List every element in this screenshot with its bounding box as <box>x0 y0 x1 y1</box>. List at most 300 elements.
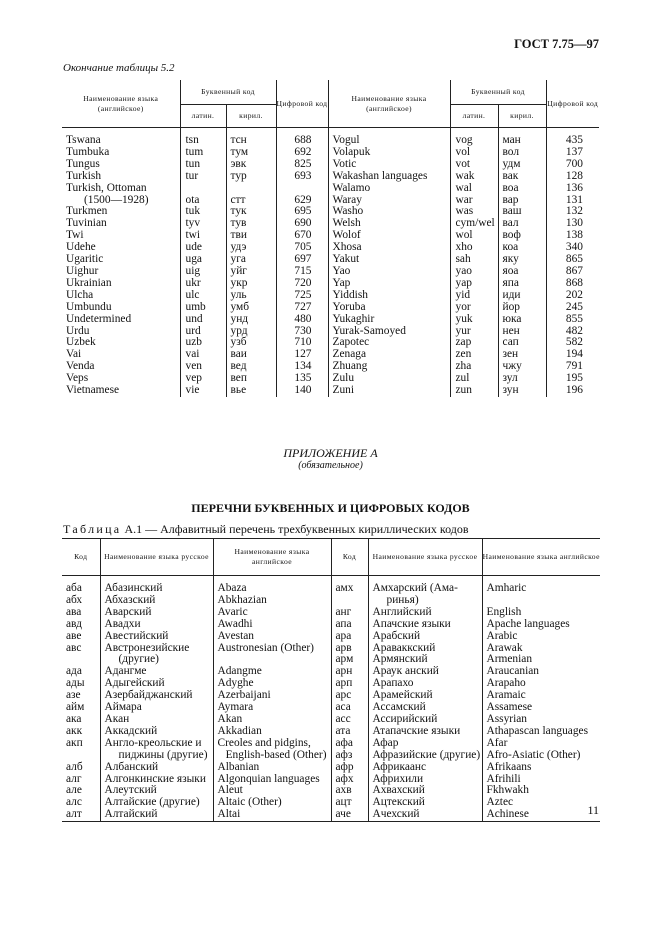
name-english: Armenian <box>482 654 600 666</box>
latin-code: umb <box>180 302 226 314</box>
name-english: Awadhi <box>213 619 331 631</box>
table-row <box>62 738 600 750</box>
latin-code: tuk <box>180 206 226 218</box>
cyrillic-code: укр <box>226 278 276 290</box>
language-name: Urdu <box>66 324 90 337</box>
language-name: Votic <box>328 159 450 171</box>
name-russian: Арамейский <box>368 690 482 702</box>
cyrillic-code: яоа <box>498 266 546 278</box>
code-cyrillic: ава <box>66 605 82 618</box>
latin-code: yid <box>450 290 498 302</box>
latin-code: ota <box>180 195 226 207</box>
latin-code: wal <box>450 183 498 195</box>
name-russian: Аймара <box>100 702 213 714</box>
name-english: Fkhwakh <box>482 785 600 797</box>
digital-code: 855 <box>546 314 599 326</box>
language-name: Wolof <box>328 230 450 242</box>
name-english: Araucanian <box>482 666 600 678</box>
name-russian: Аварский <box>100 607 213 619</box>
digital-code: 867 <box>546 266 599 278</box>
cyrillic-code: вар <box>498 195 546 207</box>
table-row <box>62 385 599 397</box>
latin-code: zen <box>450 349 498 361</box>
latin-code: twi <box>180 230 226 242</box>
name-russian: Английский <box>368 607 482 619</box>
code-cyrillic: апа <box>331 619 368 631</box>
cyrillic-code: умб <box>226 302 276 314</box>
code-cyrillic: ацт <box>331 797 368 809</box>
cyrillic-code: уль <box>226 290 276 302</box>
table-a1-caption-text: А.1 — Алфавитный перечень трехбуквенных кириллических кодов <box>124 522 469 536</box>
name-russian: Аккадский <box>100 726 213 738</box>
language-name: Zapotec <box>328 337 450 349</box>
code-cyrillic: алб <box>66 760 83 773</box>
code-cyrillic: алт <box>66 808 82 821</box>
name-russian: Адыгейский <box>100 678 213 690</box>
cyrillic-code: ваи <box>226 349 276 361</box>
name-russian: Ассирийский <box>368 714 482 726</box>
digital-code: 710 <box>276 337 328 349</box>
latin-code: vot <box>450 159 498 171</box>
digital-code: 865 <box>546 254 599 266</box>
header-digital-left: Цифровой код <box>276 80 328 128</box>
name-russian: Англо-креольские и <box>100 738 213 750</box>
latin-code: tyv <box>180 218 226 230</box>
name-russian: Армянский <box>368 654 482 666</box>
table-a1-caption <box>63 522 469 537</box>
language-name: Waray <box>328 195 450 207</box>
table-row <box>62 302 599 314</box>
appendix-title: ПРИЛОЖЕНИЕ А <box>283 446 378 460</box>
language-name: Uighur <box>66 264 99 277</box>
cyrillic-code: эвк <box>226 159 276 171</box>
cyrillic-code: зун <box>498 385 546 397</box>
digital-code: 136 <box>546 183 599 195</box>
code-cyrillic: арн <box>331 666 368 678</box>
name-russian: Албанский <box>100 762 213 774</box>
code-cyrillic: аса <box>331 702 368 714</box>
cyrillic-code: коа <box>498 242 546 254</box>
name-russian: Ачехский <box>368 809 482 821</box>
name-english: Avestan <box>213 631 331 643</box>
digital-code: 582 <box>546 337 599 349</box>
cyrillic-code: удм <box>498 159 546 171</box>
code-cyrillic: ака <box>66 712 82 725</box>
header-cyr-right: кирил. <box>498 105 546 128</box>
digital-code: 194 <box>546 349 599 361</box>
language-name: Tuvinian <box>66 217 107 230</box>
code-cyrillic: аба <box>66 582 82 594</box>
language-name: (1500—1928) <box>84 193 149 206</box>
code-cyrillic: ады <box>66 677 85 690</box>
cyrillic-code: сап <box>498 337 546 349</box>
name-english: Afrihili <box>482 774 600 786</box>
digital-code: 868 <box>546 278 599 290</box>
name-russian: Австронезийские <box>100 643 213 655</box>
name-english: Assamese <box>482 702 600 714</box>
header-latin-right: латин. <box>450 105 498 128</box>
latin-code: ulc <box>180 290 226 302</box>
latin-code: xho <box>450 242 498 254</box>
language-name: Vietnamese <box>66 384 120 397</box>
name-russian: Арабский <box>368 631 482 643</box>
header-letter-code-right: Буквенный код <box>450 80 546 105</box>
cyrillic-code: вед <box>226 361 276 373</box>
digital-code: 135 <box>276 373 328 385</box>
digital-code: 693 <box>276 171 328 183</box>
cyrillic-code: унд <box>226 314 276 326</box>
name-russian: Африкаанс <box>368 762 482 774</box>
name-english: Abaza <box>213 583 331 595</box>
language-name: Ugaritic <box>66 253 104 266</box>
cyrillic-code: зул <box>498 373 546 385</box>
code-cyrillic: афх <box>331 774 368 786</box>
language-name: Tungus <box>66 157 100 170</box>
code-cyrillic <box>62 750 100 762</box>
table-row <box>62 230 599 242</box>
latin-code: yuk <box>450 314 498 326</box>
name-english: Avaric <box>213 607 331 619</box>
name-english: Arabic <box>482 631 600 643</box>
language-name: Walamo <box>328 183 450 195</box>
name-russian: Атапачские языки <box>368 726 482 738</box>
table-row <box>62 762 600 774</box>
digital-code <box>276 183 328 195</box>
table-row <box>62 809 600 821</box>
name-english: English-based (Other) <box>213 750 331 762</box>
cyrillic-code: стт <box>226 195 276 207</box>
table-row <box>62 314 599 326</box>
name-russian: Адангме <box>100 666 213 678</box>
language-name: Ukrainian <box>66 276 112 289</box>
cyrillic-code: тум <box>226 147 276 159</box>
latin-code: tun <box>180 159 226 171</box>
name-english: Assyrian <box>482 714 600 726</box>
digital-code: 482 <box>546 326 599 338</box>
header-name-ru-left: Наименование языка русское <box>100 539 213 576</box>
table-row <box>62 159 599 171</box>
language-name: Yakut <box>328 254 450 266</box>
code-cyrillic: акк <box>66 724 83 737</box>
name-russian: пиджины (другие) <box>100 750 213 762</box>
name-english: English <box>482 607 600 619</box>
latin-code: vog <box>450 135 498 147</box>
code-cyrillic: але <box>66 784 82 797</box>
cyrillic-code: уйг <box>226 266 276 278</box>
digital-code: 137 <box>546 147 599 159</box>
digital-code: 202 <box>546 290 599 302</box>
name-russian: Абазинский <box>100 583 213 595</box>
latin-code: vol <box>450 147 498 159</box>
name-english: Arawak <box>482 643 600 655</box>
digital-code: 705 <box>276 242 328 254</box>
language-name: Turkmen <box>66 205 108 218</box>
cyrillic-code: тув <box>226 218 276 230</box>
table-row <box>62 750 600 762</box>
code-cyrillic: аче <box>331 809 368 821</box>
digital-code: 725 <box>276 290 328 302</box>
code-cyrillic: асс <box>331 714 368 726</box>
cyrillic-code: йор <box>498 302 546 314</box>
name-russian: Араваккский <box>368 643 482 655</box>
name-russian: Ацтекский <box>368 797 482 809</box>
digital-code: 130 <box>546 218 599 230</box>
digital-code: 340 <box>546 242 599 254</box>
cyrillic-code: вье <box>226 385 276 397</box>
name-english: Apache languages <box>482 619 600 631</box>
digital-code: 670 <box>276 230 328 242</box>
language-name: Udehe <box>66 241 96 254</box>
language-name: Zulu <box>328 373 450 385</box>
header-name-en-left: Наименование языка английское <box>213 539 331 576</box>
latin-code: zap <box>450 337 498 349</box>
name-russian: Ахвахский <box>368 785 482 797</box>
digital-code: 127 <box>276 349 328 361</box>
digital-code: 196 <box>546 385 599 397</box>
latin-code: zun <box>450 385 498 397</box>
name-english: Aztec <box>482 797 600 809</box>
code-cyrillic: афр <box>331 762 368 774</box>
language-name: Zuni <box>328 385 450 397</box>
name-english: Amharic <box>482 583 600 595</box>
language-name: Zenaga <box>328 349 450 361</box>
table-5-2-caption: Окончание таблицы 5.2 <box>63 62 175 74</box>
name-english: Athapascan languages <box>482 726 600 738</box>
name-english: Akkadian <box>213 726 331 738</box>
latin-code: zul <box>450 373 498 385</box>
digital-code: 720 <box>276 278 328 290</box>
name-english: Aymara <box>213 702 331 714</box>
code-cyrillic: арс <box>331 690 368 702</box>
table-row <box>62 631 600 643</box>
appendix-heading: ПЕРЕЧНИ БУКВЕННЫХ И ЦИФРОВЫХ КОДОВ <box>191 501 470 515</box>
latin-code: vep <box>180 373 226 385</box>
standard-number: ГОСТ 7.75—97 <box>514 37 599 51</box>
digital-code: 140 <box>276 385 328 397</box>
digital-code: 480 <box>276 314 328 326</box>
latin-code: was <box>450 206 498 218</box>
name-english: Achinese <box>482 809 600 821</box>
name-russian: Арапахо <box>368 678 482 690</box>
name-russian: Азербайджанский <box>100 690 213 702</box>
code-cyrillic: аве <box>66 629 82 642</box>
latin-code: yao <box>450 266 498 278</box>
language-name: Vai <box>66 348 82 361</box>
latin-code: tur <box>180 171 226 183</box>
header-latin-left: латин. <box>180 105 226 128</box>
digital-code: 791 <box>546 361 599 373</box>
language-name: Yao <box>328 266 450 278</box>
name-english: Adyghe <box>213 678 331 690</box>
header-name-en-right: Наименование языка (английское) <box>328 80 450 128</box>
name-russian: Апачские языки <box>368 619 482 631</box>
code-cyrillic: ахв <box>331 785 368 797</box>
code-cyrillic: алс <box>66 796 82 809</box>
cyrillic-code: нен <box>498 326 546 338</box>
latin-code: ven <box>180 361 226 373</box>
language-name: Volapuk <box>328 147 450 159</box>
header-digital-right: Цифровой код <box>546 80 599 128</box>
table-row <box>62 726 600 738</box>
name-english: Afrikaans <box>482 762 600 774</box>
digital-code: 700 <box>546 159 599 171</box>
name-english: Altaic (Other) <box>213 797 331 809</box>
header-code-left: Код <box>62 539 100 576</box>
code-cyrillic: арв <box>331 643 368 655</box>
language-name: Tswana <box>66 134 101 146</box>
header-letter-code-left: Буквенный код <box>180 80 276 105</box>
name-russian: (другие) <box>100 654 213 666</box>
language-name: Washo <box>328 206 450 218</box>
code-cyrillic: азе <box>66 689 81 702</box>
cyrillic-code: удэ <box>226 242 276 254</box>
cyrillic-code: веп <box>226 373 276 385</box>
table-row <box>62 337 599 349</box>
name-english: Aramaic <box>482 690 600 702</box>
table-row <box>62 183 599 195</box>
cyrillic-code: иди <box>498 290 546 302</box>
page-number: 11 <box>587 803 599 817</box>
cyrillic-code: чжу <box>498 361 546 373</box>
cyrillic-code: ваш <box>498 206 546 218</box>
name-russian: Авестийский <box>100 631 213 643</box>
latin-code: ude <box>180 242 226 254</box>
latin-code: wak <box>450 171 498 183</box>
name-english: Creoles and pidgins, <box>213 738 331 750</box>
language-name: Turkish <box>66 169 102 182</box>
cyrillic-code: япа <box>498 278 546 290</box>
cyrillic-code: тур <box>226 171 276 183</box>
name-russian: Алеутский <box>100 785 213 797</box>
cyrillic-code: тви <box>226 230 276 242</box>
digital-code: 134 <box>276 361 328 373</box>
latin-code: tsn <box>180 135 226 147</box>
latin-code <box>180 183 226 195</box>
language-name: Welsh <box>328 218 450 230</box>
digital-code: 692 <box>276 147 328 159</box>
latin-code: urd <box>180 326 226 338</box>
digital-code: 131 <box>546 195 599 207</box>
digital-code: 825 <box>276 159 328 171</box>
name-russian: Авадхи <box>100 619 213 631</box>
latin-code: yur <box>450 326 498 338</box>
cyrillic-code: воа <box>498 183 546 195</box>
cyrillic-code: ман <box>498 135 546 147</box>
digital-code: 688 <box>276 135 328 147</box>
language-name: Yoruba <box>328 302 450 314</box>
name-russian: Афар <box>368 738 482 750</box>
name-english: Austronesian (Other) <box>213 643 331 655</box>
cyrillic-code: вал <box>498 218 546 230</box>
latin-code: vie <box>180 385 226 397</box>
digital-code: 715 <box>276 266 328 278</box>
table-row <box>62 290 599 302</box>
name-english: Albanian <box>213 762 331 774</box>
language-name: Venda <box>66 360 95 373</box>
latin-code: yor <box>450 302 498 314</box>
name-russian: Ассамский <box>368 702 482 714</box>
table-a1 <box>62 538 600 822</box>
name-english: Arapaho <box>482 678 600 690</box>
code-cyrillic: авс <box>66 641 82 654</box>
name-russian: Алтайский <box>100 809 213 821</box>
name-russian: Амхарский (Ама- <box>368 583 482 595</box>
latin-code: sah <box>450 254 498 266</box>
language-name: Yap <box>328 278 450 290</box>
language-name: Uzbek <box>66 336 96 349</box>
name-russian: Алтайские (другие) <box>100 797 213 809</box>
name-english: Aleut <box>213 785 331 797</box>
name-english: Akan <box>213 714 331 726</box>
table-row <box>62 619 600 631</box>
cyrillic-code <box>226 183 276 195</box>
latin-code: ukr <box>180 278 226 290</box>
code-cyrillic: арп <box>331 678 368 690</box>
cyrillic-code: урд <box>226 326 276 338</box>
digital-code: 695 <box>276 206 328 218</box>
language-name: Turkish, Ottoman <box>66 181 147 194</box>
language-name: Yiddish <box>328 290 450 302</box>
cyrillic-code: юка <box>498 314 546 326</box>
language-name: Yukaghir <box>328 314 450 326</box>
code-cyrillic: алг <box>66 772 82 785</box>
language-name: Umbundu <box>66 300 112 313</box>
code-cyrillic: амх <box>331 583 368 595</box>
name-english: Azerbaijani <box>213 690 331 702</box>
header-name-en-left: Наименование языка (английское) <box>62 80 180 128</box>
name-english: Afar <box>482 738 600 750</box>
language-name: Zhuang <box>328 361 450 373</box>
code-cyrillic: арм <box>331 654 368 666</box>
table-row <box>62 607 600 619</box>
header-cyr-left: кирил. <box>226 105 276 128</box>
name-russian: Африхили <box>368 774 482 786</box>
header-name-ru-right: Наименование языка русское <box>368 539 482 576</box>
code-cyrillic: афа <box>331 738 368 750</box>
digital-code: 195 <box>546 373 599 385</box>
digital-code: 132 <box>546 206 599 218</box>
cyrillic-code: яку <box>498 254 546 266</box>
cyrillic-code: вол <box>498 147 546 159</box>
latin-code: und <box>180 314 226 326</box>
latin-code: uig <box>180 266 226 278</box>
name-russian: Алгонкинские языки <box>100 774 213 786</box>
language-name: Vogul <box>328 135 450 147</box>
digital-code: 690 <box>276 218 328 230</box>
latin-code: uga <box>180 254 226 266</box>
latin-code: wol <box>450 230 498 242</box>
latin-code: zha <box>450 361 498 373</box>
name-english: Algonquian languages <box>213 774 331 786</box>
name-english: Adangme <box>213 666 331 678</box>
language-name: Wakashan languages <box>328 171 450 183</box>
code-cyrillic: акп <box>66 736 83 749</box>
cyrillic-code: узб <box>226 337 276 349</box>
name-russian: ринья) <box>368 595 482 607</box>
code-cyrillic: айм <box>66 701 85 714</box>
digital-code: 697 <box>276 254 328 266</box>
language-name: Undetermined <box>66 312 132 325</box>
digital-code: 138 <box>546 230 599 242</box>
language-name: Yurak-Samoyed <box>328 326 450 338</box>
language-name: Xhosa <box>328 242 450 254</box>
digital-code: 629 <box>276 195 328 207</box>
digital-code: 128 <box>546 171 599 183</box>
code-cyrillic: анг <box>331 607 368 619</box>
language-name: Ulcha <box>66 288 94 301</box>
table-row <box>62 361 599 373</box>
latin-code: yap <box>450 278 498 290</box>
